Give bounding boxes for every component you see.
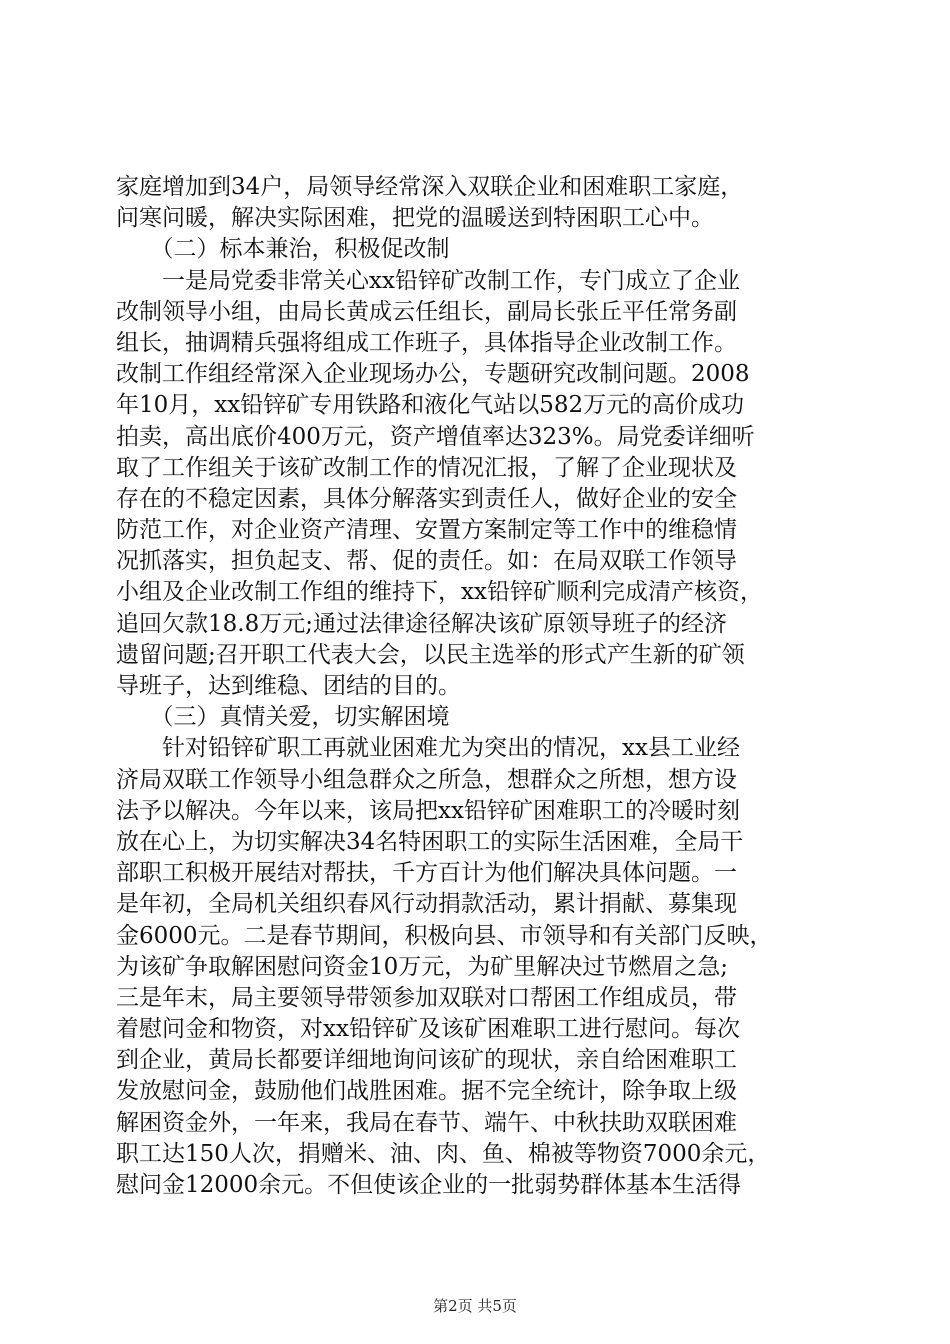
section-heading: （二）标本兼治，积极促改制	[116, 236, 450, 263]
text-line: 存在的不稳定因素，具体分解落实到责任人，做好企业的安全	[116, 485, 737, 512]
text-line: 发放慰问金，鼓励他们战胜困难。据不完全统计，除争取上级	[116, 1078, 737, 1105]
text-line: 家庭增加到34户，局领导经常深入双联企业和困难职工家庭，	[116, 174, 744, 200]
text-line: 着慰问金和物资，对xx铅锌矿及该矿困难职工进行慰问。每次	[116, 1016, 740, 1043]
text-line: 导班子，达到维稳、团结的目的。	[116, 673, 461, 699]
text-line: 拍卖，高出底价400万元，资产增值率达323%。局党委详细听	[116, 423, 755, 450]
text-line: 针对铅锌矿职工再就业困难尤为突出的情况，xx县工业经	[116, 735, 740, 762]
text-line: 解困资金外，一年来，我局在春节、端午、中秋扶助双联困难	[116, 1109, 737, 1136]
text-line: 放在心上，为切实解决34名特困职工的实际生活困难，全局干	[116, 828, 744, 855]
text-line: 年10月，xx铅锌矿专用铁路和液化气站以582万元的高价成功	[116, 392, 745, 419]
text-line: 法予以解决。今年以来，该局把xx铅锌矿困难职工的冷暖时刻	[116, 797, 740, 824]
text-line: 金6000元。二是春节期间，积极向县、市领导和有关部门反映，	[116, 922, 773, 949]
text-line: 改制工作组经常深入企业现场办公，专题研究改制问题。2008	[116, 361, 750, 388]
text-line: 组长，抽调精兵强将组成工作班子，具体指导企业改制工作。	[116, 329, 737, 356]
section-heading: （三）真情关爱，切实解困境	[116, 704, 450, 731]
text-line: 济局双联工作领导小组急群众之所急，想群众之所想，想方设	[116, 766, 737, 793]
text-line: 况抓落实，担负起支、帮、促的责任。如：在局双联工作领导	[116, 548, 737, 575]
text-line: 部职工积极开展结对帮扶，千方百计为他们解决具体问题。一	[116, 860, 737, 887]
text-line: 取了工作组关于该矿改制工作的情况汇报，了解了企业现状及	[116, 454, 737, 481]
text-line: 到企业，黄局长都要详细地询问该矿的现状，亲自给困难职工	[116, 1047, 737, 1074]
body-text	[116, 172, 836, 1201]
text-line: 追回欠款18.8万元;通过法律途径解决该矿原领导班子的经济	[116, 610, 727, 637]
text-line: 改制领导小组，由局长黄成云任组长，副局长张丘平任常务副	[116, 298, 737, 325]
text-line: 遗留问题;召开职工代表大会，以民主选举的形式产生新的矿领	[116, 641, 745, 668]
text-line: 三是年末，局主要领导带领参加双联对口帮困工作组成员，带	[116, 984, 737, 1011]
text-line: 为该矿争取解困慰问资金10万元，为矿里解决过节燃眉之急;	[116, 953, 729, 980]
text-line: 问寒问暖，解决实际困难，把党的温暖送到特困职工心中。	[116, 205, 714, 232]
text-line: 是年初，全局机关组织春风行动捐款活动，累计捐献、募集现	[116, 891, 737, 918]
text-line: 防范工作，对企业资产清理、安置方案制定等工作中的维稳情	[116, 517, 737, 544]
text-line: 慰问金12000余元。不但使该企业的一批弱势群体基本生活得	[116, 1172, 742, 1198]
text-line: 职工达150人次，捐赠米、油、肉、鱼、棉被等物资7000余元，	[116, 1140, 771, 1167]
text-line: 小组及企业改制工作组的维持下，xx铅锌矿顺利完成清产核资，	[116, 579, 763, 606]
text-line: 一是局党委非常关心xx铅锌矿改制工作，专门成立了企业	[116, 267, 740, 294]
page-number-footer: 第2页 共5页	[433, 1297, 517, 1315]
